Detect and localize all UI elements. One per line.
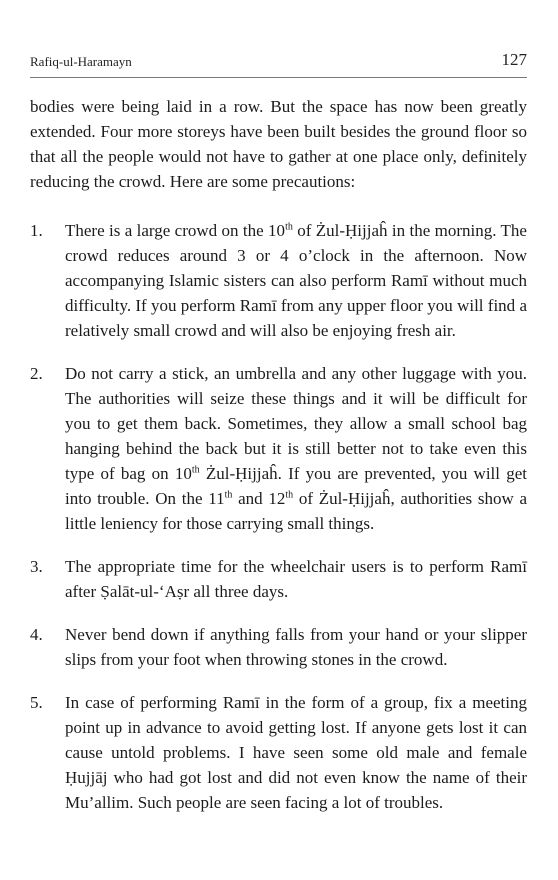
ordinal-suffix: th <box>191 464 200 476</box>
list-item-number: 4. <box>30 625 43 644</box>
list-item <box>30 554 527 604</box>
list-item <box>30 361 527 536</box>
list-item-text: Do not carry a stick, an umbrella and any other luggage with you. The authorities will seize these things and it will be difficult for you to get them back. Sometimes, they allow a small school bag hanging behind the back but it is still better not to take even this type of bag on 10th Żul-Ḥijjaĥ. If you are prevented, you will get into trouble. On the 11th and 12th of Żul-Ḥijjaĥ, authorities show a little leniency for those carrying small things. <box>65 364 528 533</box>
list-item-text: There is a large crowd on the 10th of Żul-Ḥijjaĥ in the morning. The crowd reduces around 3 or 4 o’clock in the afternoon. Now accompanying Islamic sisters can also perform Ramī without much difficulty. If you perform Ramī from any upper floor you will find a relatively small crowd and will also be enjoying fresh air. <box>65 221 527 340</box>
list-item-text: In case of performing Ramī in the form of a group, fix a meeting point up in advance to avoid getting lost. If anyone gets lost it can cause untold problems. I have seen some old male and female Ḥujjāj who had got lost and did not even know the name of their Mu’allim. Such people are seen facing a lot of troubles. <box>65 693 527 812</box>
list-item <box>30 690 527 815</box>
ordinal-suffix: th <box>224 489 233 501</box>
list-item-number: 1. <box>30 221 43 240</box>
header-rule <box>30 77 527 78</box>
intro-paragraph: bodies were being laid in a row. But the space has now been greatly extended. Four more storeys have been built besides the ground floor so that all the people would not have to gather at one place only, definitely reducing the crowd. Here are some precautions: <box>30 97 527 191</box>
ordinal-suffix: th <box>285 221 293 233</box>
list-item <box>30 218 527 343</box>
list-item-number: 2. <box>30 364 43 383</box>
list-item-number: 3. <box>30 557 43 576</box>
page-body <box>30 94 527 833</box>
page-header <box>30 50 527 74</box>
precautions-list <box>30 218 527 815</box>
list-item <box>30 622 527 672</box>
ordinal-suffix: th <box>285 489 294 501</box>
running-title: Rafiq-ul-Haramayn <box>30 54 132 69</box>
page-number: 127 <box>501 50 527 69</box>
list-item-number: 5. <box>30 693 43 712</box>
list-item-text: Never bend down if anything falls from your hand or your slipper slips from your foot when throwing stones in the crowd. <box>65 625 527 669</box>
list-item-text: The appropriate time for the wheelchair users is to perform Ramī after Ṣalāt-ul-‘Aṣr all three days. <box>65 557 527 601</box>
